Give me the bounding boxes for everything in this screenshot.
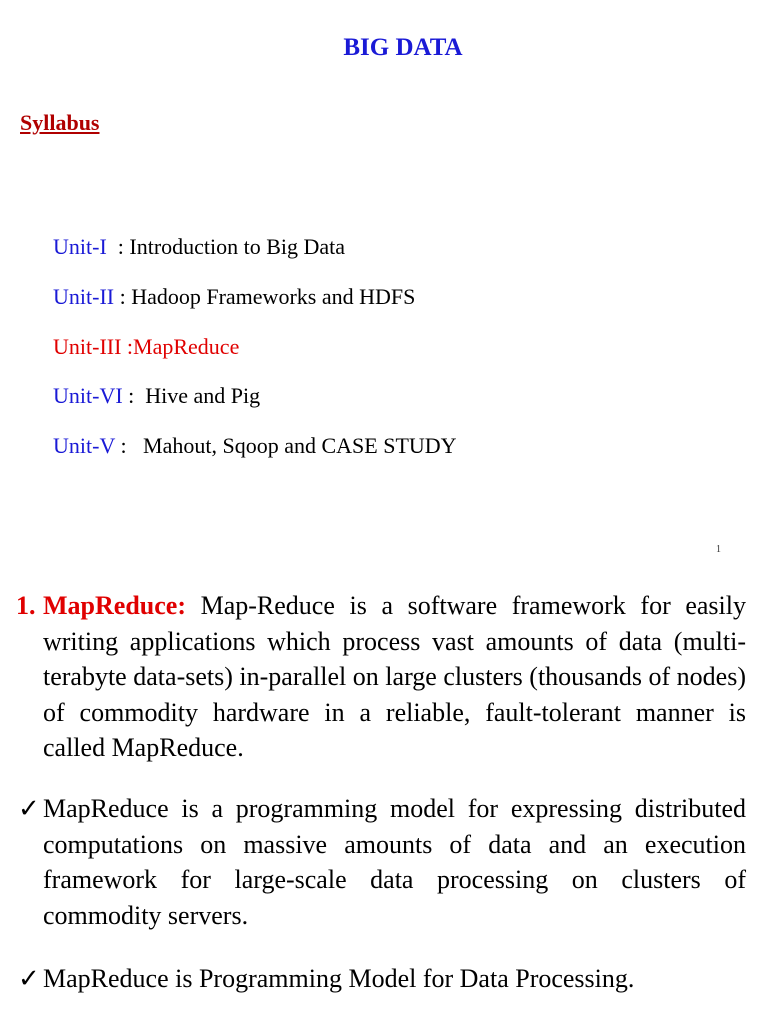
unit-description: : Introduction to Big Data — [106, 234, 346, 259]
unit-label: Unit-V — [53, 433, 115, 458]
bullet-item: MapReduce is a programming model for expressing distributed computations on massive amounts of data and an execution framework for large-scale data processing on clusters of commodity servers. — [43, 794, 746, 930]
unit-description: : Mahout, Sqoop and CASE STUDY — [114, 433, 457, 458]
page-number: 1 — [716, 544, 721, 555]
unit-label: Unit-II — [53, 284, 115, 309]
definition-term: MapReduce: — [43, 591, 186, 620]
bullet-item: MapReduce is Programming Model for Data Processing. — [43, 964, 635, 993]
unit-label: Unit-VI — [53, 383, 123, 408]
page-title: BIG DATA — [343, 34, 463, 61]
unit-description: :MapReduce — [121, 334, 240, 359]
item-number: 1. — [16, 591, 36, 620]
unit-description: : Hadoop Frameworks and HDFS — [114, 284, 416, 309]
definition-text: Map-Reduce is a software framework for easily writing applications which process vast amounts of data (multi-terabyte data-sets) in-parallel on large clusters (thousands of nodes) of commodity hardware in a reliable, fault-tolerant manner is called MapReduce. — [43, 591, 746, 762]
syllabus-heading: Syllabus — [20, 110, 100, 135]
unit-label: Unit-I — [53, 234, 107, 259]
check-icon: ✓ — [18, 964, 40, 993]
unit-description: : Hive and Pig — [122, 383, 261, 408]
definition-paragraph — [43, 588, 746, 766]
slide-mapreduce — [0, 570, 768, 1024]
unit-label: Unit-III — [53, 334, 122, 359]
unit-item-5 — [20, 407, 457, 485]
check-icon: ✓ — [18, 794, 40, 823]
